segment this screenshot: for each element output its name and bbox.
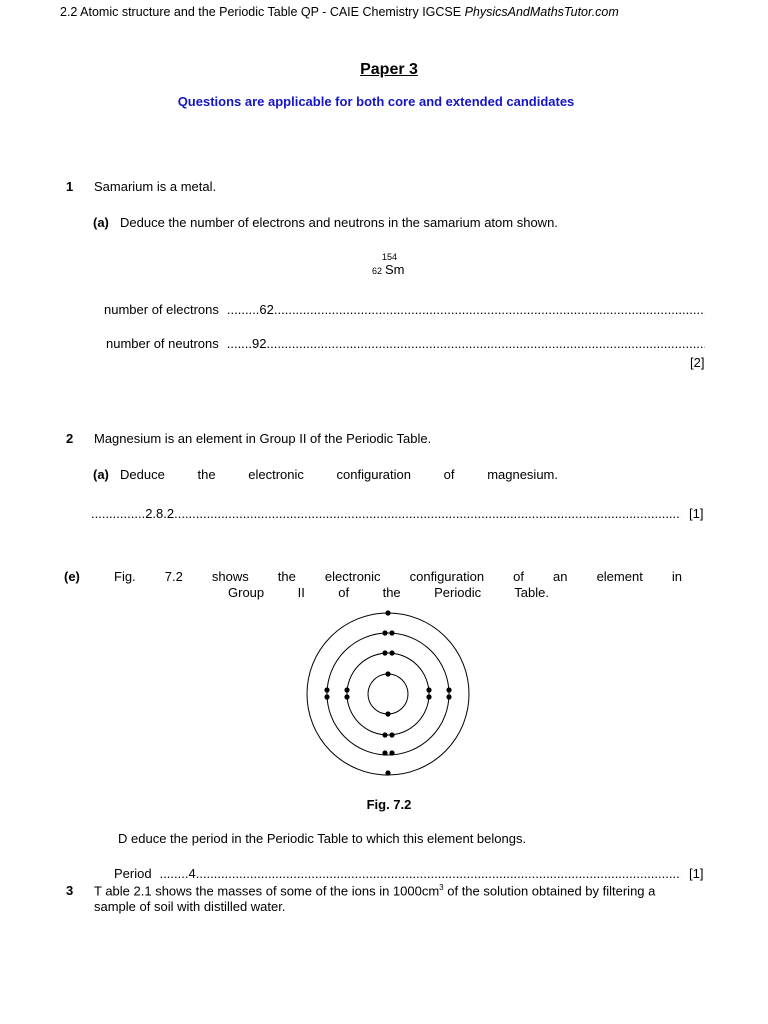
q2-answer[interactable]: 2.8.2 [145,506,175,521]
electron [426,687,431,692]
electron [389,732,394,737]
third-shell [327,633,449,755]
electron [344,694,349,699]
q1-marks: [2] [690,355,705,370]
word: element [596,569,643,584]
word: an [553,569,568,584]
q1a-text: Deduce the number of electrons and neutrons in the samarium atom shown. [120,215,558,230]
electron-shell-diagram [299,604,479,784]
period-prefix: ........ [159,866,189,881]
word: Periodic [434,585,482,600]
electron [426,694,431,699]
electron [382,750,387,755]
atomic-number: 62 [372,266,383,276]
element-symbol: Sm [385,262,405,277]
q2a-label: (a) [93,467,109,482]
q3-line2: sample of soil with distilled water. [94,899,286,914]
word: II [297,585,305,600]
electron [385,770,390,775]
paper-subtitle: Questions are applicable for both core and extended candidates [177,94,575,109]
electron [446,694,451,699]
qe-line1 [114,569,682,584]
q2-answer-prefix: ............... [91,506,146,521]
neutrons-answer[interactable]: 92 [252,336,267,351]
period-answer[interactable]: 4 [188,866,196,881]
electron [446,687,451,692]
mass-number: 154 [382,252,398,262]
q3-number: 3 [66,883,74,898]
word: Fig. [114,569,136,584]
neutrons-answer-line [106,336,705,351]
word: electronic [324,569,381,584]
electron [385,711,390,716]
electron [389,650,394,655]
qe-label: (e) [64,569,80,584]
second-shell [347,653,429,735]
q2-answer-line [91,506,681,521]
word: electronic [248,467,304,482]
q1a-label: (a) [93,215,109,230]
q2-number: 2 [66,431,74,446]
word: the [382,585,401,600]
outer-shell [307,613,469,775]
electron [344,687,349,692]
electron [324,694,329,699]
word: shows the [211,569,296,584]
electrons-answer[interactable]: 62 [259,302,274,317]
word: 7.2 [164,569,183,584]
electrons-answer-line [104,302,705,317]
electrons-label: number of electrons [104,302,219,317]
word: of [513,569,524,584]
electron [385,610,390,615]
q3-text: T able 2.1 shows the masses of some of the ions in 1000cm [94,883,440,899]
dotted-line [274,302,705,317]
word: Deduce [120,467,165,482]
word: Table. [514,585,549,600]
neutrons-prefix: ....... [226,336,253,351]
word: of [443,467,455,482]
qe-line2 [228,585,549,600]
electrons-prefix: ......... [226,302,260,317]
q2a-text [120,467,558,482]
electron [389,630,394,635]
q1-stem: Samarium is a metal. [94,179,217,194]
superscript: 3 [439,883,444,892]
dotted-line [267,336,706,351]
word: the [197,467,216,482]
dotted-line [174,506,681,521]
word: Group [228,585,265,600]
electron [389,750,394,755]
dotted-line [196,866,681,881]
qe-marks: [1] [689,866,704,881]
page-header [60,5,619,19]
electron [324,687,329,692]
electron [382,630,387,635]
word: magnesium. [487,467,558,482]
electrons [324,610,451,775]
neutrons-label: number of neutrons [106,336,219,351]
header-title: 2.2 Atomic structure and the Periodic Table QP - CAIE Chemistry IGCSE [60,5,462,19]
paper-title: Paper 3 [360,61,418,78]
word: of [338,585,350,600]
q2-marks: [1] [689,506,704,521]
inner-shell [368,674,408,714]
word: configuration [409,569,485,584]
header-site: PhysicsAndMathsTutor.com [464,5,619,19]
figure-caption: Fig. 7.2 [366,797,412,812]
q3-text: of the solution obtained by filtering a [443,883,656,899]
q3-line1 [94,883,655,898]
word: in [671,569,682,584]
period-label: Period [114,866,152,881]
electron [385,671,390,676]
period-answer-line [114,866,681,881]
word: configuration [336,467,411,482]
q2-stem: Magnesium is an element in Group II of the Periodic Table. [94,431,432,446]
q1-number: 1 [66,179,74,194]
electron [382,732,387,737]
qe-instruction: D educe the period in the Periodic Table to which this element belongs. [118,831,527,846]
electron [382,650,387,655]
